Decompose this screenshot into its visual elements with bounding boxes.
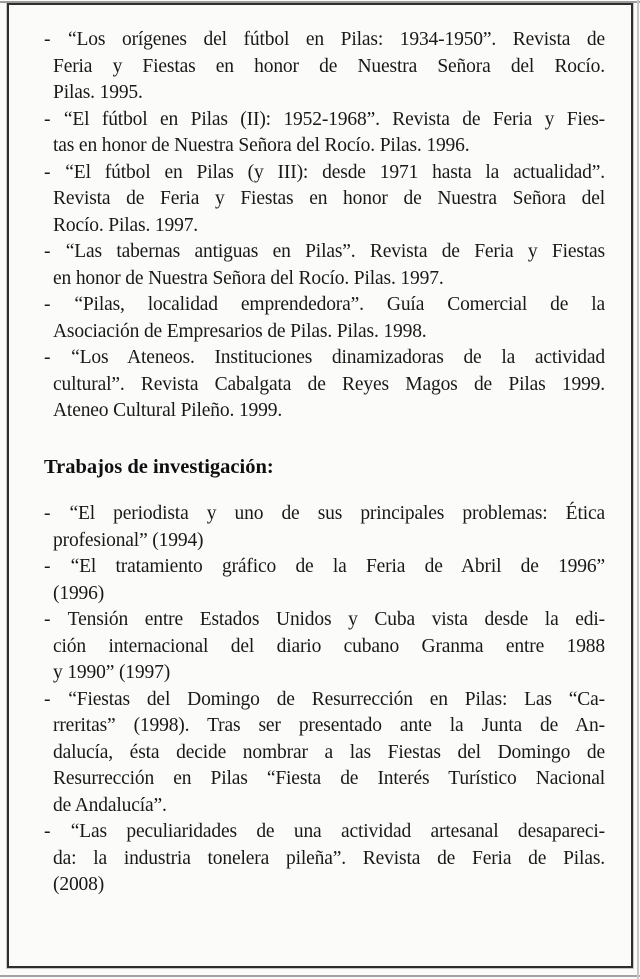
item-line: profesional” (1994) (53, 529, 204, 551)
item-line: dalucía, ésta decide nombrar a las Fiestas del Domingo de (53, 741, 605, 763)
publications-list (44, 27, 605, 425)
list-bullet: - (44, 294, 51, 315)
item-line: y 1990” (1997) (53, 662, 171, 683)
list-bullet: - (44, 556, 51, 577)
list-item (44, 292, 605, 345)
item-line: rreritas” (1998). Tras ser presentado ante la Junta de An- (53, 715, 605, 736)
item-line: Ateneo Cultural Pileño. 1999. (53, 400, 283, 421)
list-item (44, 160, 605, 240)
item-line: Feria y Fiestas en honor de Nuestra Señora del Rocío. (53, 55, 605, 77)
item-first-line: - Tensión entre Estados Unidos y Cuba vista desde la edi- (44, 609, 605, 630)
item-line: da: la industria tonelera pileña”. Revista de Feria de Pilas. (53, 847, 605, 869)
item-first-line: - “El periodista y uno de sus principales problemas: Ética (44, 503, 605, 524)
item-line: de Andalucía”. (53, 794, 167, 816)
list-item (44, 239, 605, 292)
research-list (44, 501, 605, 899)
item-line: Asociación de Empresarios de Pilas. Pilas. 1998. (53, 320, 427, 342)
item-line: Resurrección en Pilas “Fiesta de Interés Turístico Nacional (53, 768, 605, 789)
item-first-line: - “El tratamiento gráfico de la Feria de Abril de 1996” (44, 556, 605, 577)
item-first-line: - “Las tabernas antiguas en Pilas”. Revista de Feria y Fiestas (44, 241, 605, 262)
list-bullet: - (44, 108, 51, 130)
item-line: tas en honor de Nuestra Señora del Rocío. Pilas. 1996. (53, 135, 470, 156)
item-first-line: - “El fútbol en Pilas (y III): desde 1971 hasta la actualidad”. (44, 161, 605, 183)
item-line: Revista de Feria y Fiestas en honor de Nuestra Señora del (53, 188, 605, 209)
item-first-line: - “Pilas, localidad emprendedora”. Guía Comercial de la (44, 294, 605, 315)
list-item (44, 501, 605, 554)
scan-edge-right (637, 0, 639, 979)
list-bullet: - (44, 688, 51, 710)
list-bullet: - (44, 609, 51, 630)
list-item (44, 554, 605, 607)
item-line: cultural”. Revista Cabalgata de Reyes Magos de Pilas 1999. (53, 373, 605, 395)
list-bullet: - (44, 821, 51, 842)
item-first-line: - “Fiestas del Domingo de Resurrección en Pilas: Las “Ca- (44, 688, 605, 710)
item-first-line: - “El fútbol en Pilas (II): 1952-1968”. Revista de Feria y Fies- (44, 108, 605, 130)
list-item (44, 607, 605, 687)
list-item (44, 819, 605, 899)
item-line: Rocío. Pilas. 1997. (53, 214, 199, 236)
item-first-line: - “Los Ateneos. Instituciones dinamizadoras de la actividad (44, 347, 605, 368)
section-heading: Trabajos de investigación: (44, 455, 274, 478)
list-bullet: - (44, 503, 51, 524)
list-item (44, 27, 605, 107)
list-bullet: - (44, 161, 51, 183)
item-first-line: - “Las peculiaridades de una actividad artesanal desapareci- (44, 821, 605, 842)
list-item (44, 345, 605, 425)
item-first-line: - “Los orígenes del fútbol en Pilas: 1934-1950”. Revista de (44, 29, 605, 50)
item-line: ción internacional del diario cubano Granma entre 1988 (53, 635, 605, 657)
page-content (44, 27, 605, 899)
list-item (44, 687, 605, 820)
list-bullet: - (44, 241, 51, 262)
item-line: (2008) (53, 874, 105, 895)
list-item (44, 107, 605, 160)
list-bullet: - (44, 29, 51, 50)
item-line: Pilas. 1995. (53, 82, 143, 103)
item-line: en honor de Nuestra Señora del Rocío. Pilas. 1997. (53, 267, 444, 289)
scan-edge-bottom (0, 975, 640, 977)
list-bullet: - (44, 347, 51, 368)
item-line: (1996) (53, 582, 105, 604)
